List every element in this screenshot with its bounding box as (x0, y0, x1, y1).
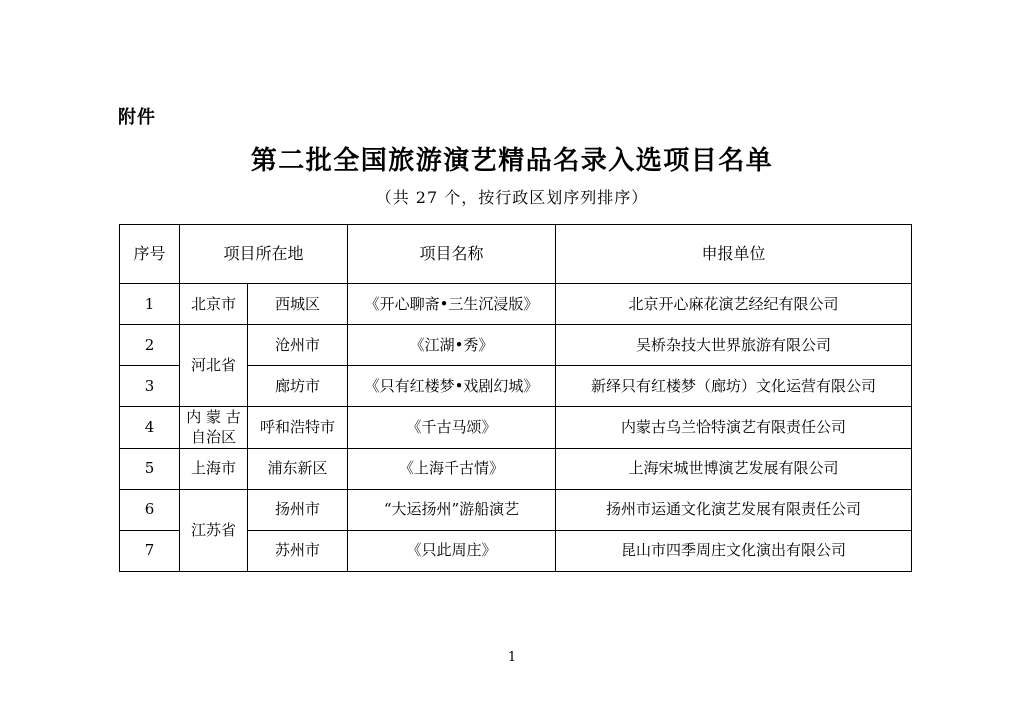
cell-seq: 5 (120, 448, 180, 489)
cell-city: 呼和浩特市 (248, 407, 348, 449)
cell-city: 扬州市 (248, 489, 348, 530)
header-seq: 序号 (120, 225, 180, 284)
table-header-row (120, 225, 912, 284)
page-title: 第二批全国旅游演艺精品名录入选项目名单 (250, 146, 774, 176)
cell-project-name: 《千古马颂》 (348, 407, 556, 449)
cell-province: 河北省 (180, 325, 248, 407)
table-row (120, 284, 912, 325)
cell-city: 西城区 (248, 284, 348, 325)
table-row (120, 489, 912, 530)
cell-declaring-unit: 上海宋城世博演艺发展有限公司 (556, 448, 912, 489)
cell-project-name: “大运扬州”游船演艺 (348, 489, 556, 530)
page-subtitle: （共 27 个，按行政区划序列排序） (375, 188, 649, 207)
cell-province: 上海市 (180, 448, 248, 489)
cell-city: 沧州市 (248, 325, 348, 366)
attachment-label: 附件 (118, 107, 156, 128)
page-number: 1 (507, 650, 517, 665)
province-line-2: 自治区 (190, 428, 236, 447)
cell-province (180, 407, 248, 449)
cell-project-name: 《江湖•秀》 (348, 325, 556, 366)
cell-province: 江苏省 (180, 489, 248, 571)
cell-seq: 6 (120, 489, 180, 530)
header-declaring-unit: 申报单位 (556, 225, 912, 284)
cell-declaring-unit: 新绎只有红楼梦（廊坊）文化运营有限公司 (556, 366, 912, 407)
cell-project-name: 《只此周庄》 (348, 530, 556, 571)
cell-seq: 2 (120, 325, 180, 366)
province-line-1: 内 蒙 古 (186, 408, 241, 426)
table-row (120, 407, 912, 449)
cell-seq: 4 (120, 407, 180, 449)
cell-city: 廊坊市 (248, 366, 348, 407)
table-row (120, 448, 912, 489)
cell-declaring-unit: 北京开心麻花演艺经纪有限公司 (556, 284, 912, 325)
cell-declaring-unit: 扬州市运通文化演艺发展有限责任公司 (556, 489, 912, 530)
cell-project-name: 《开心聊斋•三生沉浸版》 (348, 284, 556, 325)
cell-declaring-unit: 内蒙古乌兰恰特演艺有限责任公司 (556, 407, 912, 449)
cell-seq: 7 (120, 530, 180, 571)
header-location: 项目所在地 (180, 225, 348, 284)
cell-province: 北京市 (180, 284, 248, 325)
project-listing-table (119, 224, 912, 572)
header-project-name: 项目名称 (348, 225, 556, 284)
cell-declaring-unit: 吴桥杂技大世界旅游有限公司 (556, 325, 912, 366)
cell-city: 苏州市 (248, 530, 348, 571)
cell-seq: 3 (120, 366, 180, 407)
cell-project-name: 《上海千古情》 (348, 448, 556, 489)
cell-declaring-unit: 昆山市四季周庄文化演出有限公司 (556, 530, 912, 571)
cell-seq: 1 (120, 284, 180, 325)
cell-project-name: 《只有红楼梦•戏剧幻城》 (348, 366, 556, 407)
cell-city: 浦东新区 (248, 448, 348, 489)
table-row (120, 325, 912, 366)
